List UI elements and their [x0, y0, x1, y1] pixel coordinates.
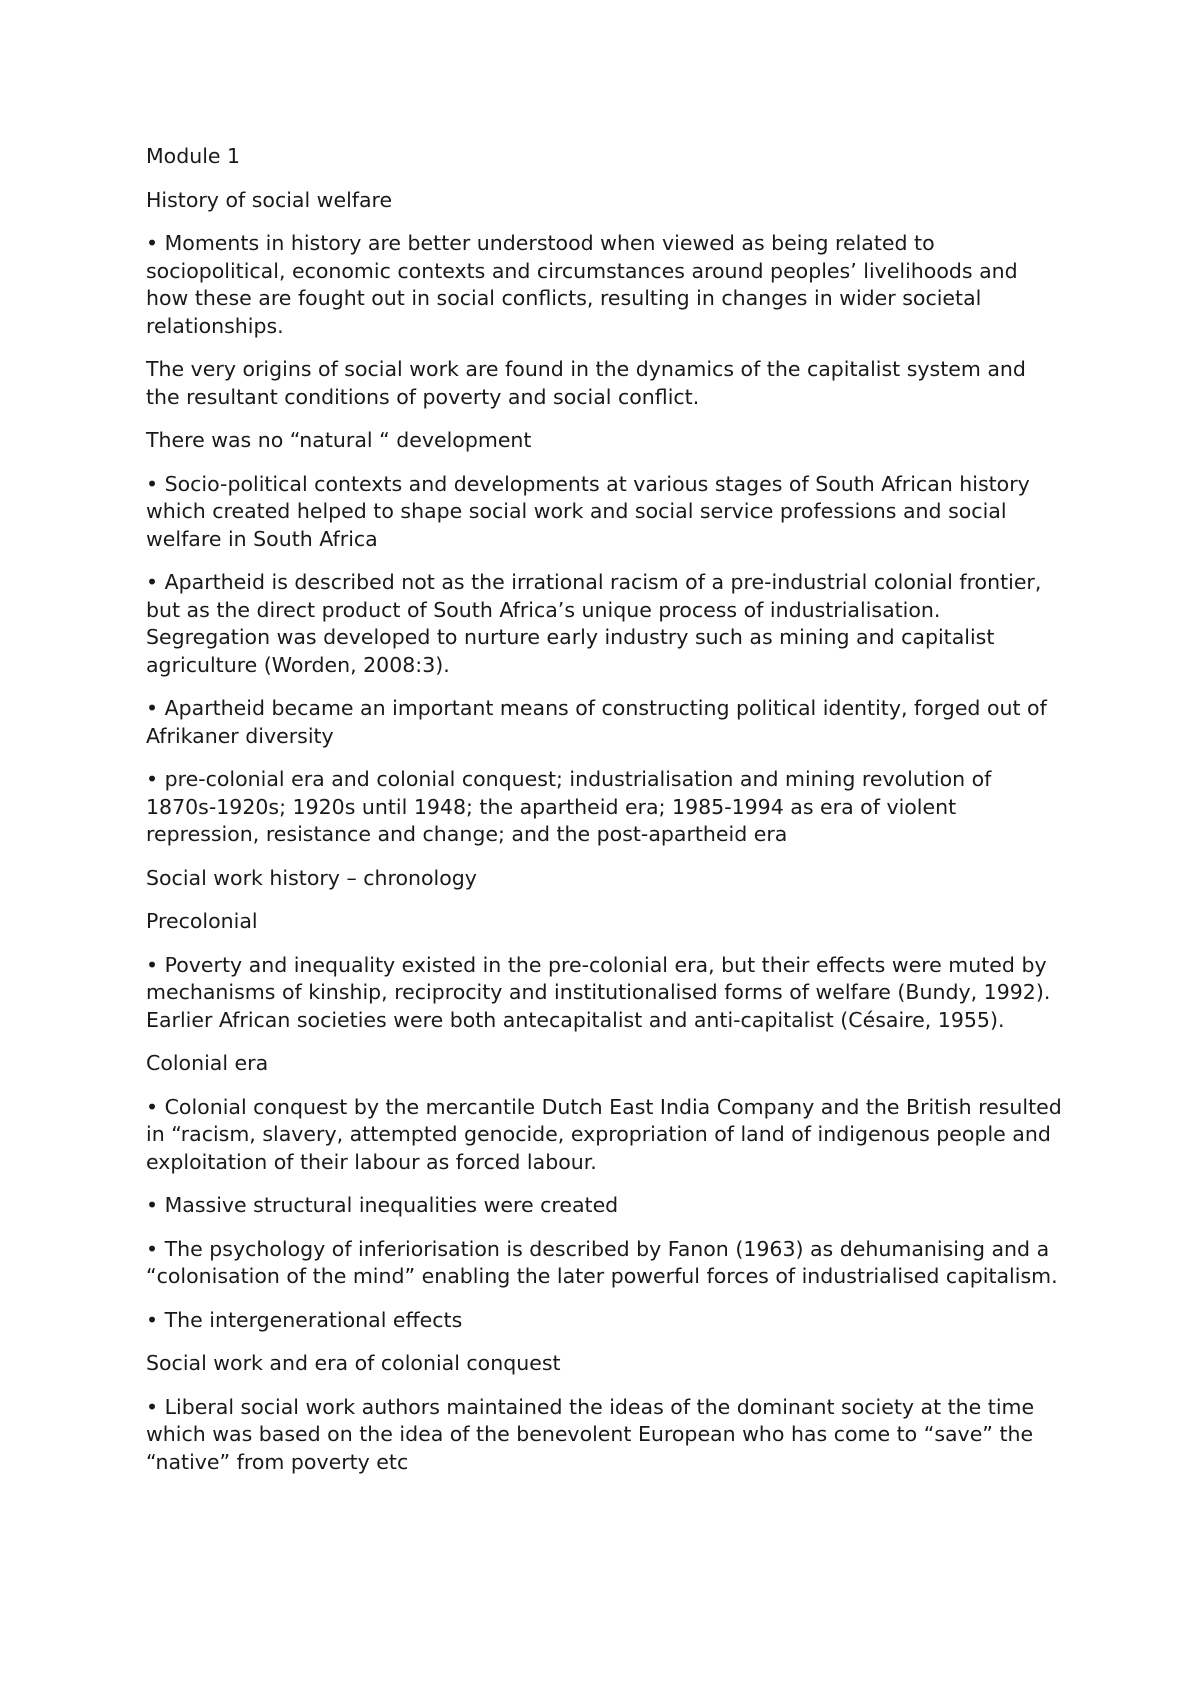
bullet-paragraph: • pre-colonial era and colonial conquest; industrialisation and mining revolution of 1870s-1920s; 1920s until 1948; the apartheid era; 1985-1994 as era of violent repression, resistance and change; and the post-apartheid era [146, 767, 992, 846]
bullet-paragraph: • Massive structural inequalities were created [146, 1193, 619, 1217]
body-paragraph: There was no “natural “ development [146, 428, 532, 452]
bullet-paragraph: • The intergenerational effects [146, 1307, 463, 1332]
body-paragraph: The very origins of social work are found in the dynamics of the capitalist system and the resultant conditions of poverty and social conflict. [146, 357, 1026, 409]
document-page [146, 143, 1066, 1492]
section-heading-chronology: Social work history – chronology [146, 865, 477, 890]
bullet-paragraph: • Liberal social work authors maintained the ideas of the dominant society at the time which was based on the idea of the benevolent European who has come to “save” the “native” from poverty etc [146, 1394, 1035, 1474]
module-heading: Module 1 [146, 144, 241, 168]
bullet-paragraph: • Apartheid is described not as the irrational racism of a pre-industrial colonial frontier, but as the direct product of South Africa’s unique process of industrialisation. Segregation was developed to nurture early industry such as mining and capitalist agriculture (Worden, 2008:3). [146, 570, 1042, 677]
bullet-paragraph: • Apartheid became an important means of constructing political identity, forged out of Afrikaner diversity [146, 696, 1047, 748]
section-heading-history: History of social welfare [146, 187, 393, 212]
section-heading-colonial-conquest: Social work and era of colonial conquest [146, 1351, 561, 1375]
section-heading-colonial-era: Colonial era [146, 1051, 269, 1075]
bullet-paragraph: • Poverty and inequality existed in the pre-colonial era, but their effects were muted by mechanisms of kinship, reciprocity and institutionalised forms of welfare (Bundy, 1992). Earlier African societies were both antecapitalist and anti-capitalist (Césaire, 1955). [146, 952, 1051, 1032]
bullet-paragraph: • Socio-political contexts and developments at various stages of South African history which created helped to shape social work and social service professions and social welfare in South Africa [146, 471, 1030, 551]
bullet-paragraph: • Moments in history are better understood when viewed as being related to sociopolitical, economic contexts and circumstances around peoples’ livelihoods and how these are fought out in social conflicts, resulting in changes in wider societal relationships. [146, 231, 1018, 338]
section-heading-precolonial: Precolonial [146, 909, 258, 933]
bullet-paragraph: • The psychology of inferiorisation is described by Fanon (1963) as dehumanising and a “colonisation of the mind” enabling the later powerful forces of industrialised capitalism. [146, 1236, 1058, 1288]
bullet-paragraph: • Colonial conquest by the mercantile Dutch East India Company and the British resulted in “racism, slavery, attempted genocide, expropriation of land of indigenous people and exploitation of their labour as forced labour. [146, 1094, 1062, 1174]
